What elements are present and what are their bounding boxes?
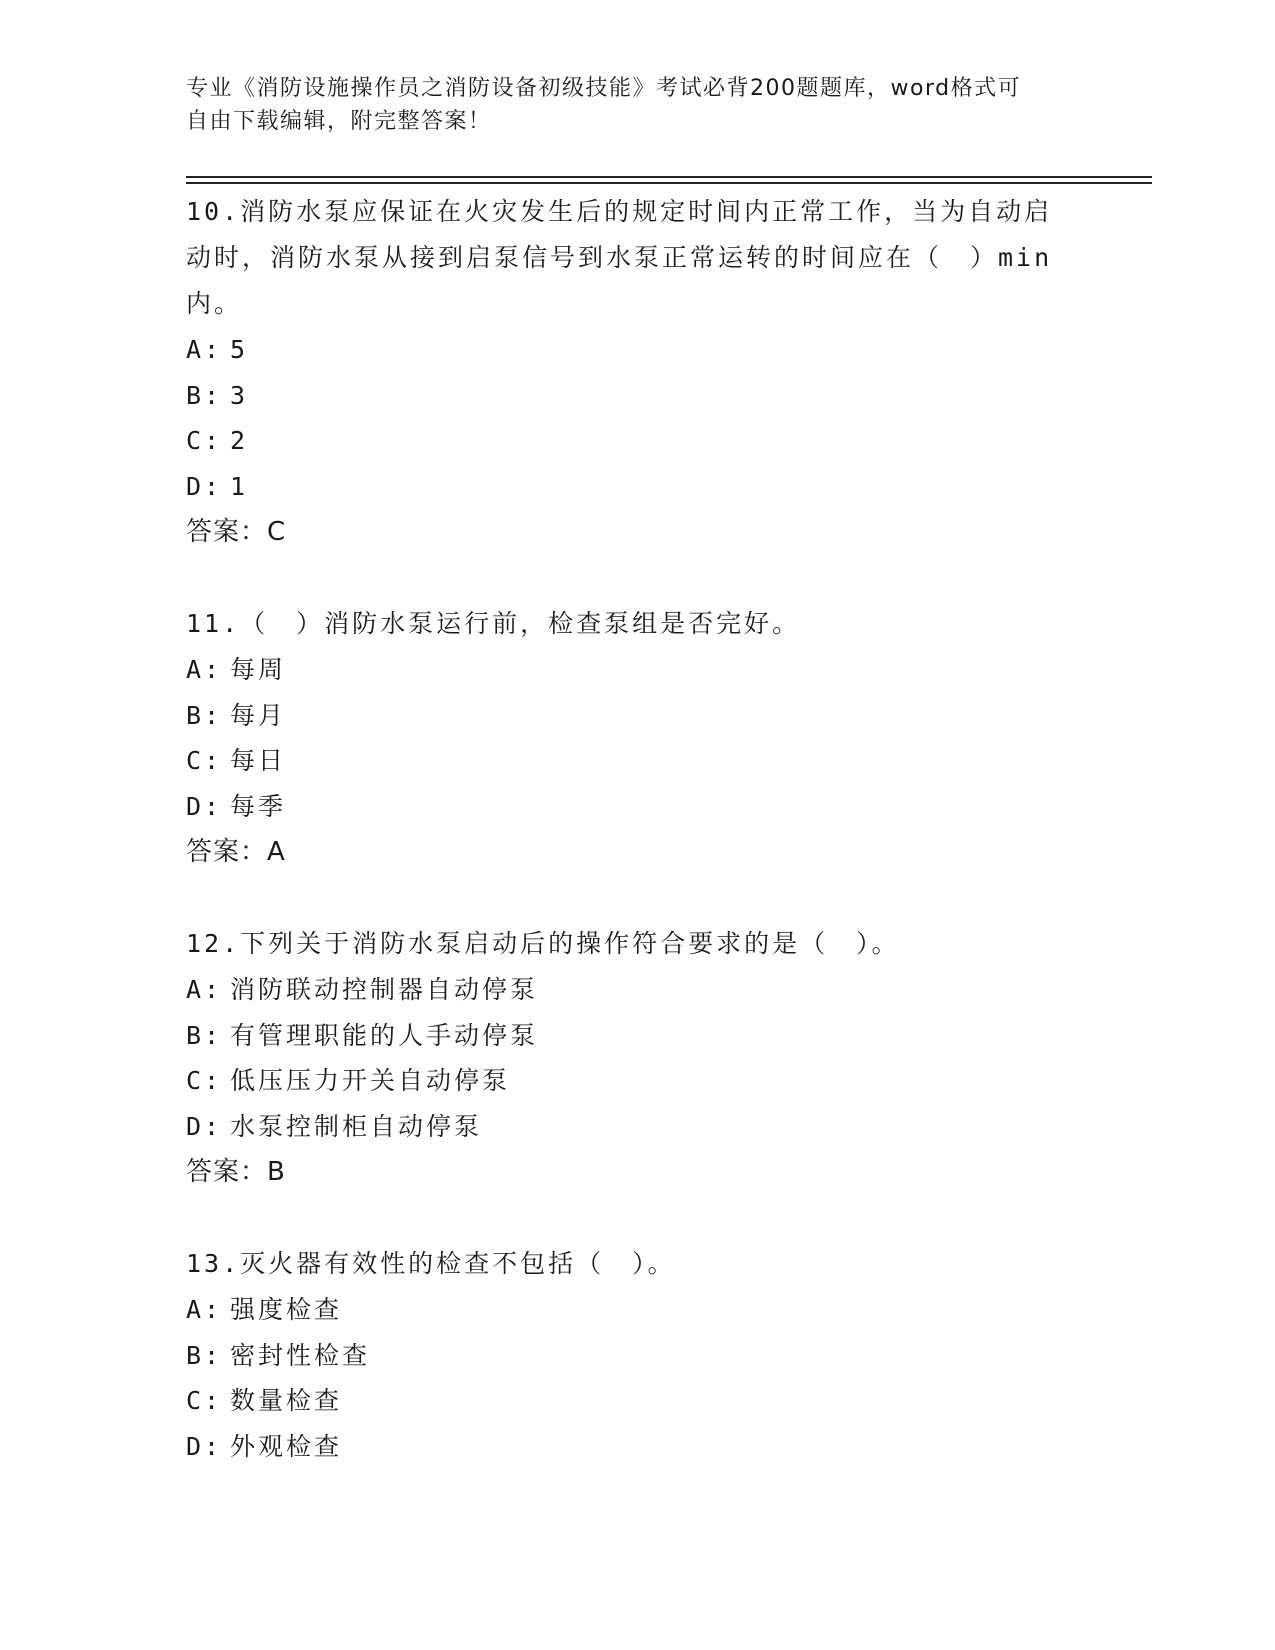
option-letter: A: (186, 975, 223, 1004)
option-letter: D: (186, 1111, 223, 1141)
option-c (186, 738, 1086, 784)
option-text: 每周 (230, 655, 287, 684)
option-c (186, 1058, 1086, 1104)
answer-line: 答案：A (186, 837, 286, 867)
option-text: 3 (230, 380, 249, 410)
option-text: 2 (230, 426, 249, 455)
option-letter: D: (186, 791, 223, 821)
question-text-line: 动时，消防水泵从接到启泵信号到水泵正常运转的时间应在（ ）min (186, 243, 1053, 272)
option-letter: C: (186, 746, 223, 775)
option-d (186, 1104, 1086, 1150)
option-d (186, 464, 1086, 510)
question-text-line: 10.消防水泵应保证在火灾发生后的规定时间内正常工作，当为自动启 (186, 197, 1053, 226)
option-a (186, 967, 1086, 1013)
question-11 (186, 601, 1086, 875)
header-line-1: 专业《消防设施操作员之消防设备初级技能》考试必背200题题库，word格式可 (186, 76, 1022, 101)
option-letter: D: (186, 471, 223, 501)
option-text: 1 (230, 471, 249, 501)
option-text: 强度检查 (230, 1295, 343, 1324)
question-10 (186, 189, 1086, 555)
option-letter: B: (186, 700, 223, 730)
option-c (186, 418, 1086, 464)
header-divider-bottom (186, 182, 1152, 184)
question-text-line: 内。 (186, 289, 243, 318)
option-a (186, 1287, 1086, 1333)
option-letter: B: (186, 380, 223, 410)
header-line-2: 自由下载编辑，附完整答案！ (186, 109, 492, 134)
question-13 (186, 1241, 1086, 1469)
question-text-line: 11.（ ）消防水泵运行前，检查泵组是否完好。 (186, 609, 801, 638)
option-a (186, 647, 1086, 693)
option-text: 每季 (230, 791, 287, 821)
option-letter: B: (186, 1340, 223, 1370)
option-c (186, 1378, 1086, 1424)
option-letter: A: (186, 335, 223, 364)
option-text: 每月 (230, 700, 287, 730)
option-text: 密封性检查 (230, 1340, 371, 1370)
option-text: 数量检查 (230, 1386, 343, 1415)
option-letter: C: (186, 1386, 223, 1415)
option-text: 水泵控制柜自动停泵 (230, 1111, 483, 1141)
option-letter: C: (186, 1066, 223, 1095)
option-text: 有管理职能的人手动停泵 (230, 1020, 539, 1050)
option-b (186, 373, 1086, 419)
option-letter: A: (186, 1295, 223, 1324)
option-text: 5 (230, 335, 249, 364)
option-text: 消防联动控制器自动停泵 (230, 975, 539, 1004)
question-text-line: 13.灭火器有效性的检查不包括（ ）。 (186, 1249, 676, 1278)
answer-line: 答案：C (186, 517, 287, 547)
question-list (186, 189, 1086, 1515)
option-letter: C: (186, 426, 223, 455)
option-letter: B: (186, 1020, 223, 1050)
question-text-line: 12.下列关于消防水泵启动后的操作符合要求的是（ ）。 (186, 929, 900, 958)
option-b (186, 1333, 1086, 1379)
option-d (186, 784, 1086, 830)
answer-line: 答案：B (186, 1157, 286, 1187)
question-12 (186, 921, 1086, 1195)
header-divider-top (186, 176, 1152, 178)
option-b (186, 693, 1086, 739)
option-a (186, 327, 1086, 373)
option-letter: A: (186, 655, 223, 684)
option-b (186, 1013, 1086, 1059)
document-header (186, 72, 1086, 138)
option-text: 低压压力开关自动停泵 (230, 1066, 511, 1095)
option-text: 外观检查 (230, 1431, 343, 1461)
option-text: 每日 (230, 746, 287, 775)
option-d (186, 1424, 1086, 1470)
option-letter: D: (186, 1431, 223, 1461)
